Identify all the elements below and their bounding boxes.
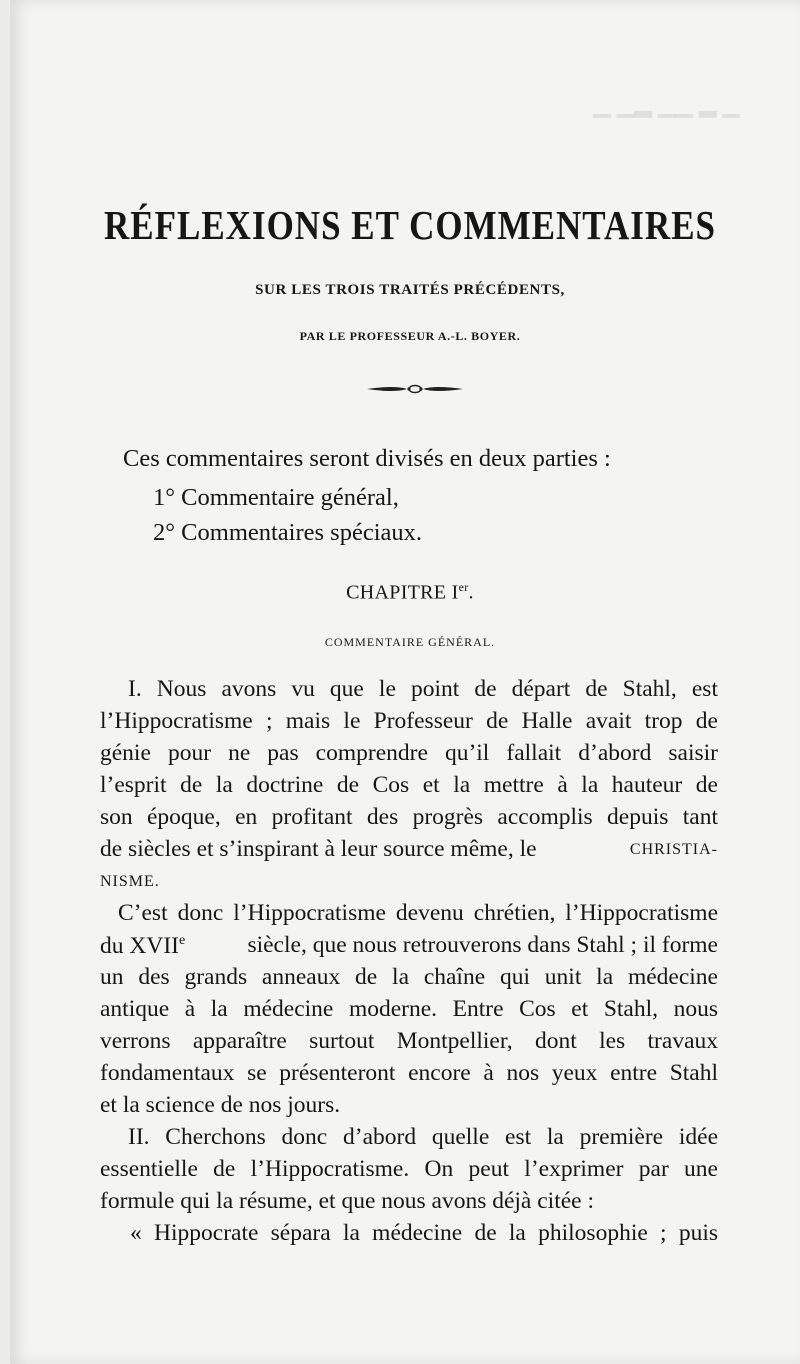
book-page [10,0,800,1364]
body-line-11: antique à la médecine moderne. Entre Cos et Stahl, nous [100,996,718,1022]
show-through-line: ▁ ▂ ▁▁ ▂▁ ▁ [593,92,740,117]
body-line-16: essentielle de l’Hippocratisme. On peut l’exprimer par une [100,1156,718,1182]
body-line-9 [100,934,718,958]
body-line-2: l’Hippocratisme ; mais le Professeur de Halle avait trop de [100,708,718,734]
author-line: PAR LE PROFESSEUR A.-L. BOYER. [299,329,521,343]
page-title: RÉFLEXIONS ET COMMENTAIRES [103,202,717,249]
body-line-10: un des grands anneaux de la chaîne qui unit la médecine [100,964,718,990]
body-line-9-start [100,934,185,958]
body-line-14: et la science de nos jours. [100,1092,341,1118]
body-line-3: génie pour ne pas comprendre qu’il fallait d’abord saisir [100,740,718,766]
intro-item-1: 1° Commentaire général, [153,484,399,511]
body-line-8: C’est donc l’Hippocratisme devenu chrétien, l’Hippocratisme [118,900,718,926]
body-line-6 [100,838,718,862]
body-line-12: verrons apparaître surtout Montpellier, dont les travaux [100,1028,718,1054]
body-line-17: formule qui la résume, et que nous avons déjà citée : [100,1188,594,1214]
body-line-5: son époque, en profitant des progrès accomplis depuis tant [100,804,718,830]
intro-item-2: 2° Commentaires spéciaux. [153,519,423,546]
body-line-4: l’esprit de la doctrine de Cos et la mettre à la hauteur de [100,772,718,798]
body-line-9-century: du XVII [100,932,179,959]
chapter-title-end: . [468,581,474,604]
body-line-6-text: de siècles et s’inspirant à leur source même, le [100,836,537,862]
body-line-7: NISME. [100,873,160,890]
body-line-15: II. Cherchons donc d’abord quelle est la première idée [128,1124,718,1150]
body-line-6-smallcaps: CHRISTIA- [629,840,718,858]
body-line-9-sup: e [178,933,186,948]
chapter-title-sup: er [458,580,469,594]
chapter-title [10,580,800,605]
body-line-18: « Hippocrate sépara la médecine de la philosophie ; puis [130,1220,718,1246]
ornament-divider [365,383,465,395]
body-line-13: fondamentaux se présenteront encore à nos yeux entre Stahl [100,1060,718,1086]
page-subtitle: SUR LES TROIS TRAITÉS PRÉCÉDENTS, [255,282,565,298]
intro-lead: Ces commentaires seront divisés en deux parties : [123,445,611,472]
body-line-1: I. Nous avons vu que le point de départ de Stahl, est [128,676,718,702]
chapter-subtitle: COMMENTAIRE GÉNÉRAL. [324,635,496,649]
chapter-title-text: CHAPITRE I [346,581,459,604]
body-line-9-end: siècle, que nous retrouverons dans Stahl ; il forme [247,932,718,958]
